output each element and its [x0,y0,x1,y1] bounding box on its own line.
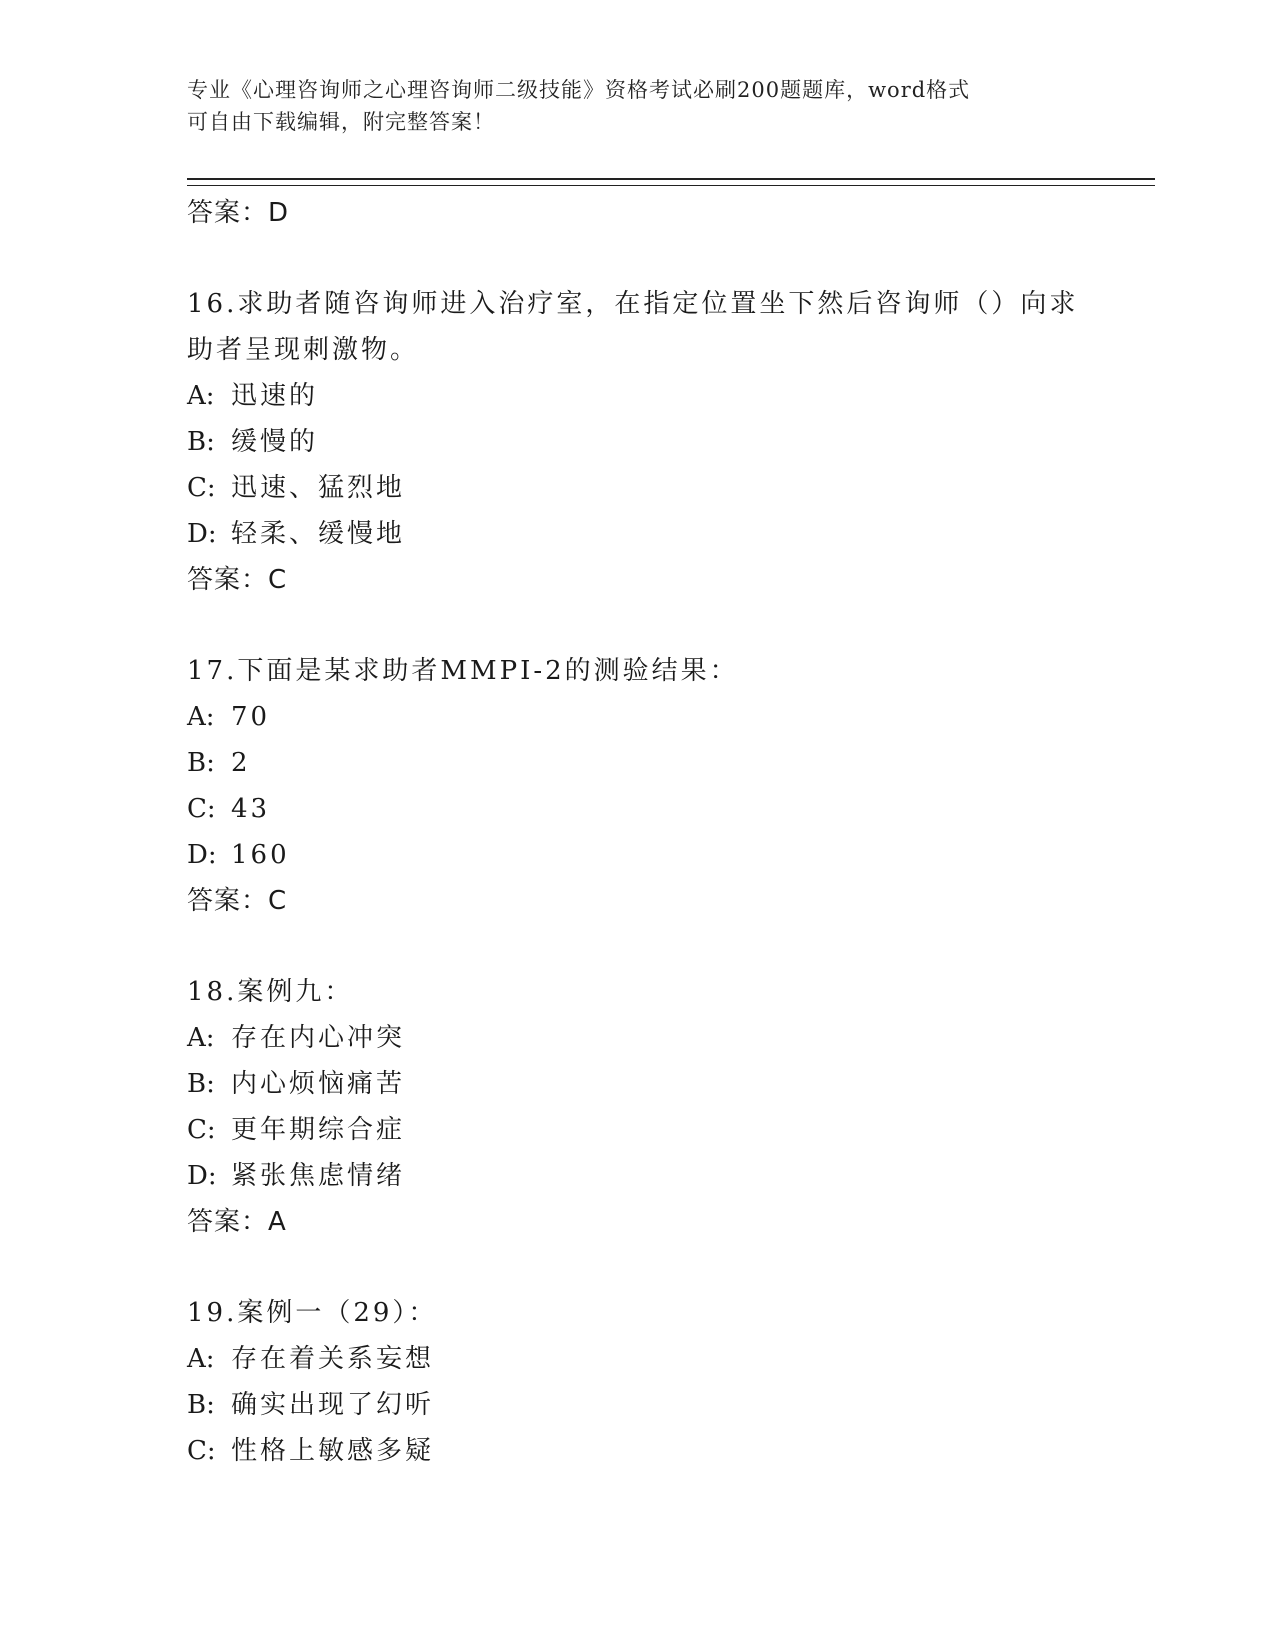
question-text: 18.案例九： [187,977,354,1007]
page-header [187,74,1087,138]
spacer [187,1245,1087,1290]
option-text: 轻柔、缓慢地 [231,519,406,549]
spacer [187,236,1087,281]
option-key: C: [187,1436,216,1466]
option-text: 160 [231,840,290,870]
answer-line: 答案：C [187,886,288,916]
question-text: 16.求助者随咨询师进入治疗室，在指定位置坐下然后咨询师（）向求助者呈现刺激物。 [187,289,1079,365]
option-b [187,740,1087,786]
option-b [187,419,1087,465]
option-d [187,832,1087,878]
option-a [187,1015,1087,1061]
header-divider [187,178,1155,186]
option-text: 更年期综合症 [231,1115,406,1145]
option-d [187,1153,1087,1199]
option-c [187,1107,1087,1153]
option-key: A: [187,1344,215,1374]
option-key: C: [187,1115,216,1145]
header-line-2: 可自由下载编辑，附完整答案！ [187,110,495,134]
spacer [187,603,1087,648]
option-text: 存在着关系妄想 [231,1344,435,1374]
option-key: D: [187,840,217,870]
option-key: A: [187,381,215,411]
spacer [187,924,1087,969]
option-key: B: [187,748,215,778]
option-text: 70 [231,702,271,732]
option-b [187,1061,1087,1107]
answer-line: 答案：D [187,198,290,228]
document-body [187,190,1087,1474]
option-text: 紧张焦虑情绪 [231,1161,406,1191]
option-a [187,694,1087,740]
option-key: C: [187,473,216,503]
option-key: D: [187,1161,217,1191]
question-block [187,281,1087,603]
question-text: 19.案例一（29）： [187,1298,438,1328]
question-text: 17.下面是某求助者MMPI-2的测验结果： [187,656,739,686]
option-text: 确实出现了幻听 [231,1390,435,1420]
option-c [187,1428,1087,1474]
question-block [187,969,1087,1245]
option-key: A: [187,1023,215,1053]
question-block [187,1290,1087,1474]
option-text: 2 [231,748,251,778]
option-c [187,786,1087,832]
option-key: D: [187,519,217,549]
option-text: 存在内心冲突 [231,1023,406,1053]
answer-line: 答案：A [187,1207,287,1237]
option-key: C: [187,794,216,824]
option-text: 迅速的 [231,381,319,411]
option-text: 43 [231,794,271,824]
option-key: B: [187,1390,215,1420]
option-d [187,511,1087,557]
option-a [187,1336,1087,1382]
option-a [187,373,1087,419]
option-text: 内心烦恼痛苦 [231,1069,406,1099]
option-text: 性格上敏感多疑 [231,1436,435,1466]
option-c [187,465,1087,511]
answer-line: 答案：C [187,565,288,595]
option-key: B: [187,427,215,457]
option-key: A: [187,702,215,732]
option-b [187,1382,1087,1428]
option-key: B: [187,1069,215,1099]
option-text: 缓慢的 [231,427,319,457]
option-text: 迅速、猛烈地 [231,473,406,503]
header-line-1: 专业《心理咨询师之心理咨询师二级技能》资格考试必刷200题题库，word格式 [187,78,971,102]
question-block [187,648,1087,924]
